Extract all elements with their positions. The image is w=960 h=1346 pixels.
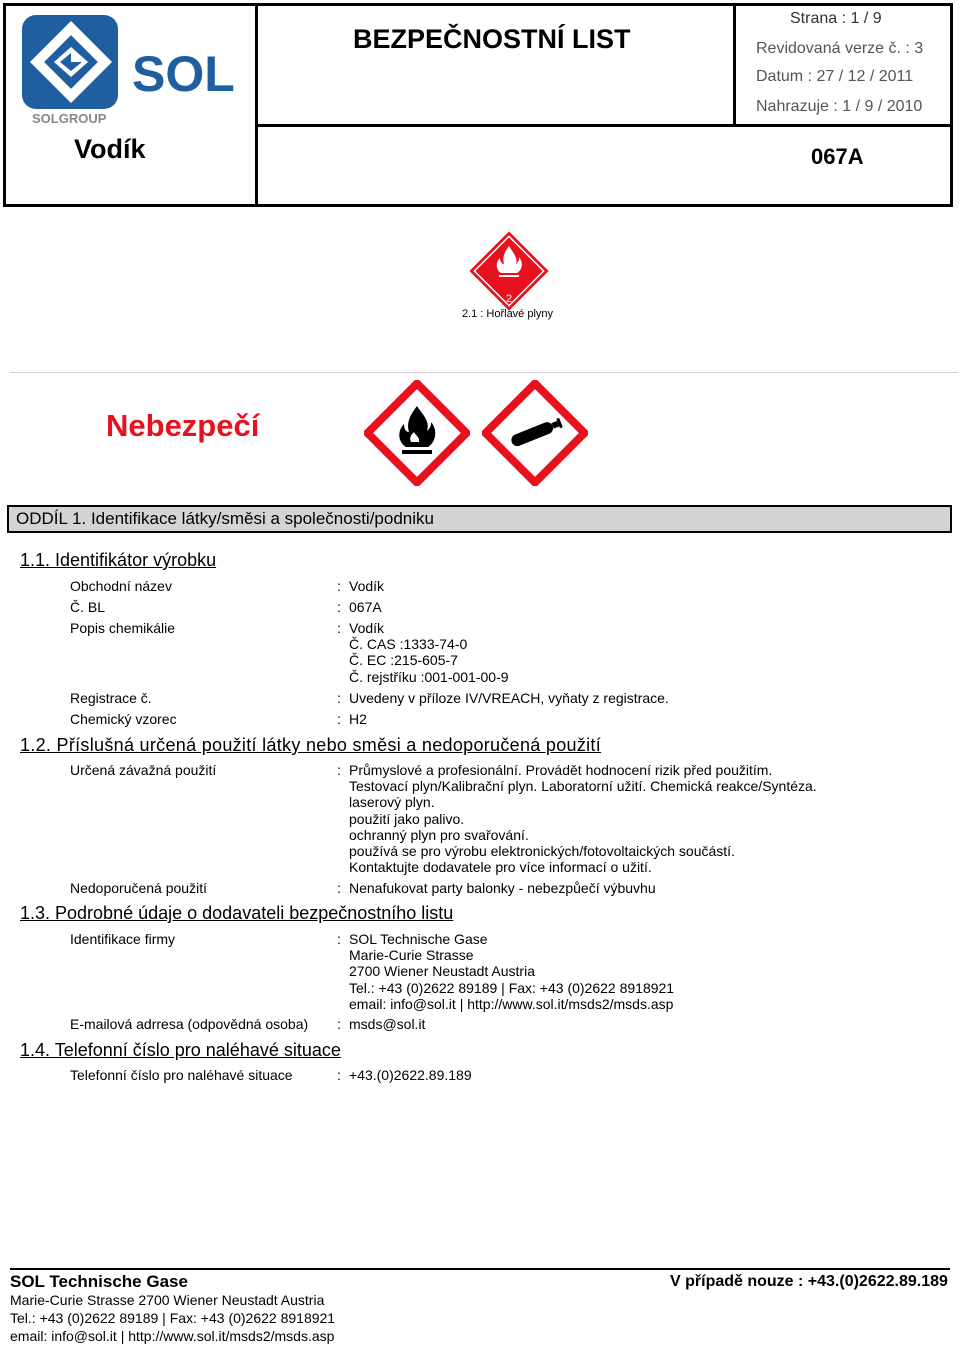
- company-line: 2700 Wiener Neustadt Austria: [349, 963, 535, 980]
- footer-phone: Tel.: +43 (0)2622 89189 | Fax: +43 (0)2622 8918921: [10, 1310, 336, 1326]
- heading-1-2: 1.2. Příslušná určená použití látky nebo směsi a nedoporučená použití: [20, 735, 602, 755]
- svg-text:SOLGROUP: SOLGROUP: [32, 111, 107, 126]
- colon: :: [337, 1067, 341, 1083]
- cas-number: Č. CAS :1333-74-0: [349, 636, 468, 653]
- value-trade-name: Vodík: [349, 578, 385, 594]
- colon: :: [337, 578, 341, 594]
- use-line: Testovací plyn/Kalibrační plyn. Laboratorní užití. Chemická reakce/Syntéza.: [349, 778, 817, 795]
- label-emergency-phone: Telefonní číslo pro naléhavé situace: [70, 1067, 293, 1083]
- title-cell: [258, 6, 736, 127]
- label-identified-uses: Určená závažná použití: [70, 762, 217, 778]
- label-company: Identifikace firmy: [70, 931, 176, 947]
- document-title: BEZPEČNOSTNÍ LIST: [353, 24, 631, 54]
- label-sds-number: Č. BL: [70, 599, 106, 615]
- value-identified-uses: [349, 762, 817, 875]
- heading-1-1: 1.1. Identifikátor výrobku: [20, 550, 217, 570]
- value-registration: Uvedeny v příloze IV/VREACH, vyňaty z registrace.: [349, 690, 669, 706]
- colon: :: [337, 711, 341, 727]
- svg-text:2: 2: [505, 293, 513, 305]
- section-1-header: ODDÍL 1. Identifikace látky/směsi a společnosti/podniku: [7, 505, 952, 533]
- label-chemical-description: Popis chemikálie: [70, 620, 176, 636]
- svg-text:SOL: SOL: [132, 46, 235, 102]
- page-number: Strana : 1 / 9: [790, 10, 882, 27]
- company-line: email: info@sol.it | http://www.sol.it/msds2/msds.asp: [349, 995, 674, 1012]
- colon: :: [337, 1016, 341, 1032]
- use-line: laserový plyn.: [349, 794, 435, 811]
- signal-word: Nebezpečí: [106, 408, 260, 443]
- footer-emergency: V případě nouze : +43.(0)2622.89.189: [670, 1273, 948, 1290]
- flammable-gas-label-icon: [468, 230, 550, 312]
- product-name: Vodík: [74, 134, 146, 164]
- logo-cell: [6, 6, 258, 204]
- label-registration: Registrace č.: [70, 690, 152, 706]
- colon: :: [337, 599, 341, 615]
- heading-1-4: 1.4. Telefonní číslo pro naléhavé situace: [20, 1040, 341, 1060]
- colon: :: [337, 880, 341, 896]
- date: Datum : 27 / 12 / 2011: [756, 68, 914, 85]
- use-line: Průmyslové a profesionální. Provádět hodnocení rizik před použitím.: [349, 762, 773, 778]
- transport-caption: 2.1 : Hořlavé plyny: [461, 308, 554, 320]
- sol-logo: [20, 13, 252, 127]
- heading-1-3: 1.3. Podrobné údaje o dodavateli bezpečnostního listu: [20, 903, 454, 923]
- company-line: Marie-Curie Strasse: [349, 947, 474, 964]
- footer-address: Marie-Curie Strasse 2700 Wiener Neustadt Austria: [10, 1292, 325, 1308]
- value-emergency-phone: +43.(0)2622.89.189: [349, 1067, 472, 1083]
- label-responsible-email: E-mailová adrresa (odpovědná osoba): [70, 1016, 309, 1032]
- use-line: Kontaktujte dodavatele pro více informací o užití.: [349, 859, 652, 876]
- value-responsible-email[interactable]: msds@sol.it: [349, 1016, 426, 1032]
- company-line: Tel.: +43 (0)2622 89189 | Fax: +43 (0)2622 8918921: [349, 979, 675, 996]
- footer-divider: [10, 1268, 950, 1270]
- colon: :: [337, 931, 341, 947]
- value-chemical-formula: H2: [349, 711, 367, 727]
- use-line: použití jako palivo.: [349, 810, 465, 827]
- ec-number: Č. EC :215-605-7: [349, 652, 458, 669]
- value-chemical-description: [349, 620, 509, 685]
- label-uses-advised-against: Nedoporučená použití: [70, 880, 207, 896]
- flame-icon: [364, 380, 470, 486]
- replaces: Nahrazuje : 1 / 9 / 2010: [756, 98, 923, 115]
- use-line: ochranný plyn pro svařování.: [349, 826, 529, 843]
- footer-company: SOL Technische Gase: [10, 1272, 188, 1291]
- meta-cell: [736, 6, 950, 127]
- product-code: 067A: [811, 144, 864, 169]
- label-chemical-formula: Chemický vzorec: [70, 711, 177, 727]
- index-number: Č. rejstříku :001-001-00-9: [349, 668, 509, 685]
- colon: :: [337, 690, 341, 706]
- colon: :: [337, 762, 341, 778]
- value-sds-number: 067A: [349, 599, 382, 615]
- gas-cylinder-icon: [482, 380, 588, 486]
- use-line: používá se pro výrobu elektronických/fotovoltaických součástí.: [349, 843, 735, 860]
- divider: [10, 372, 958, 373]
- revision: Revidovaná verze č. : 3: [756, 40, 924, 57]
- colon: :: [337, 620, 341, 636]
- label-trade-name: Obchodní název: [70, 578, 172, 594]
- company-line: SOL Technische Gase: [349, 931, 488, 947]
- value-line: Vodík: [349, 620, 385, 636]
- footer-web[interactable]: email: info@sol.it | http://www.sol.it/msds2/msds.asp: [10, 1328, 335, 1344]
- value-company: [349, 931, 674, 1012]
- document-header: [3, 3, 953, 207]
- value-uses-advised-against: Nenafukovat party balonky - nebezpůečí výbuvhu: [349, 880, 656, 896]
